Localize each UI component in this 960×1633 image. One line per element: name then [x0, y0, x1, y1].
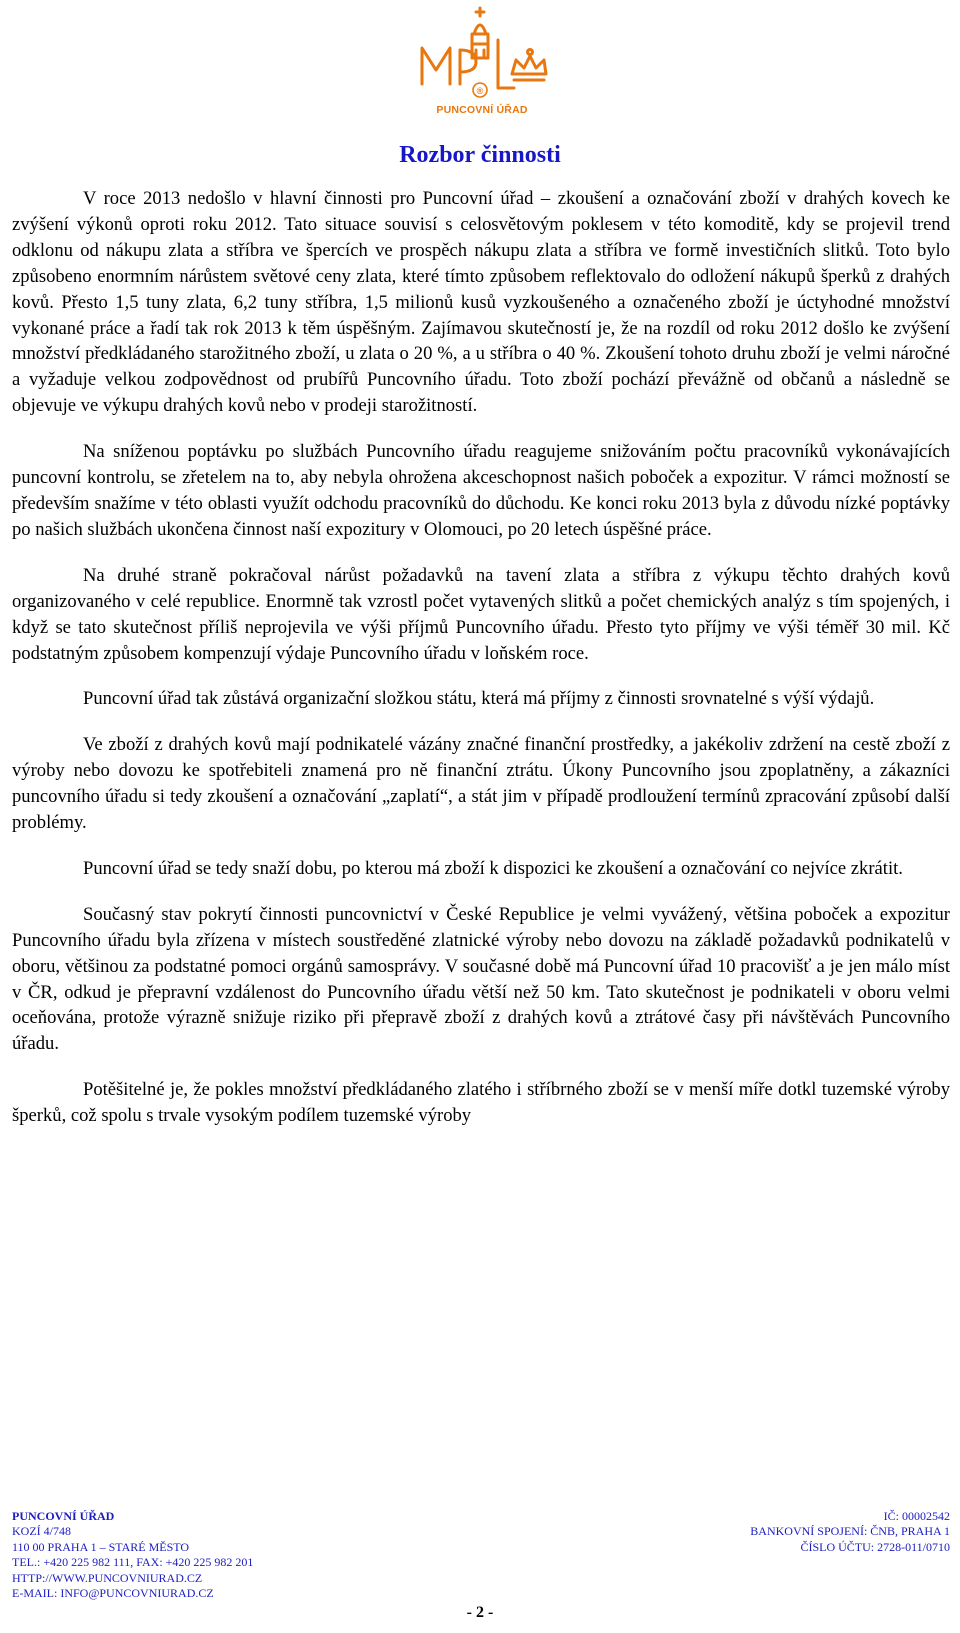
paragraph: Potěšitelné je, že pokles množství předkládaného zlatého i stříbrného zboží se v menší míře dotkl tuzemské výroby šperků, což spolu s trvale vysokým podílem tuzemské výroby: [12, 1079, 950, 1127]
paragraph: Ve zboží z drahých kovů mají podnikatelé vázány značné finanční prostředky, a jakékoliv zdržení na cestě zboží z výroby nebo dovozu ke spotřebiteli znamená pro ně finanční ztrátu. Úkony Puncovního jsou zpoplatněny, a zákazníci puncovního úřadu si tedy zkoušení a označování „zaplatí“, a stát jim v případě prodloužení termínů zpracování způsobí další problémy.: [12, 734, 950, 834]
logo-text: PUNCOVNÍ ÚŘAD: [436, 104, 528, 116]
footer-account: ČÍSLO ÚČTU: 2728-011/0710: [800, 1539, 950, 1554]
page-number: - 2 -: [466, 1604, 494, 1621]
paragraph: Na druhé straně pokračoval nárůst požadavků na tavení zlata a stříbra z výkupu těchto drahých kovů organizovaného v celé republice. Enormně tak vzrostl počet vytavených slitků a počet chemických analýz s tím spojených, i když se tato skutečnost příliš neprojevila ve výši příjmů Puncovního úřadu. Přesto tyto příjmy ve výši téměř 30 mil. Kč podstatným způsobem kompenzují výdaje Puncovního úřadu v loňském roce.: [12, 564, 950, 664]
footer-address: [12, 1509, 253, 1601]
footer-email-link[interactable]: E-MAIL: INFO@PUNCOVNIURAD.CZ: [12, 1586, 214, 1601]
paragraph: Puncovní úřad tak zůstává organizační složkou státu, která má příjmy z činnosti srovnatelné s výší výdajů.: [83, 688, 875, 710]
footer-ico: IČ: 00002542: [883, 1509, 950, 1523]
paragraph: Na sníženou poptávku po službách Puncovního úřadu reagujeme snižováním počtu pracovníků vykonávajících puncovní kontrolu, se zřetelem na to, aby nebyla ohrožena akceschopnost našich poboček a expozitur. V rámci možností se především snažíme v této oblasti využít odchodu pracovníků do důchodu. Ke konci roku 2013 byla z důvodu nízké poptávky po našich službách ukončena činnost naší expozitury v Olomouci, po 20 letech úspěšné práce.: [12, 441, 950, 540]
footer-street: KOZÍ 4/748: [12, 1524, 71, 1539]
crown-emblem-icon: [414, 4, 550, 104]
footer-bank: BANKOVNÍ SPOJENÍ: ČNB, PRAHA 1: [750, 1524, 950, 1539]
document-body: [12, 186, 950, 1149]
footer-city: 110 00 PRAHA 1 – STARÉ MĚSTO: [12, 1539, 190, 1554]
registered-mark: ®: [476, 86, 484, 96]
paragraph: Puncovní úřad se tedy snaží dobu, po kterou má zboží k dispozici ke zkoušení a označování co nejvíce zkrátit.: [83, 857, 903, 879]
page-title: Rozbor činnosti: [399, 142, 561, 168]
footer-phone: TEL.: +420 225 982 111, FAX: +420 225 982 201: [12, 1555, 254, 1570]
footer-org-name: PUNCOVNÍ ÚŘAD: [12, 1509, 115, 1523]
paragraph: V roce 2013 nedošlo v hlavní činnosti pro Puncovní úřad – zkoušení a označování zboží v drahých kovech ke zvýšení výkonů oproti roku 2012. Tato situace souvisí s celosvětovým poklesem v této komoditě, kdy se projevil trend odklonu od nákupu zlata a stříbra ve špercích ve prospěch nákupu zlata a stříbra ve formě investičních slitků. Toto bylo způsobeno enormním nárůstem světové ceny zlata, které tímto způsobem reflektovalo do odložení nákupů šperků z drahých kovů. Přesto 1,5 tuny zlata, 6,2 tuny stříbra, 1,5 milionů kusů vyzkoušeného a označeného zboží je úctyhodné množství vykonané práce a řadí tak rok 2013 k těm úspěšným. Zajímavou skutečností je, že na rozdíl od roku 2012 došlo ke zvýšení množství předkládaného starožitného zboží, u zlata o 20 %, a u stříbra o 40 %. Zkoušení tohoto druhu zboží je velmi náročné a vyžaduje velkou zodpovědnost od prubířů Puncovního úřadu. Toto zboží pochází převážně od občanů a následně se objevuje ve výkupu drahých kovů nebo v prodeji starožitností.: [12, 188, 950, 417]
footer-bank-info: [750, 1509, 950, 1555]
puncovni-urad-logo: [414, 4, 550, 122]
paragraph: Současný stav pokrytí činnosti puncovnictví v České Republice je velmi vyvážený, většina poboček a expozitur Puncovního úřadu byla zřízena v místech soustředěné zlatnické výroby nebo dovozu na základě požadavků podnikatelů v oboru, většinou za podstatné pomoci orgánů samosprávy. V současné době má Puncovní úřad 10 pracovišť a je jen málo míst v ČR, odkud je přepravní vzdálenost do Puncovního úřadu větší než 50 km. Tato skutečnost je podnikateli v oboru velmi oceňována, protože výrazně snižuje riziko při přepravě zboží z drahých kovů a ztrátové časy při návštěvách Puncovního úřadu.: [12, 903, 950, 1055]
footer-website-link[interactable]: HTTP://WWW.PUNCOVNIURAD.CZ: [12, 1570, 203, 1585]
